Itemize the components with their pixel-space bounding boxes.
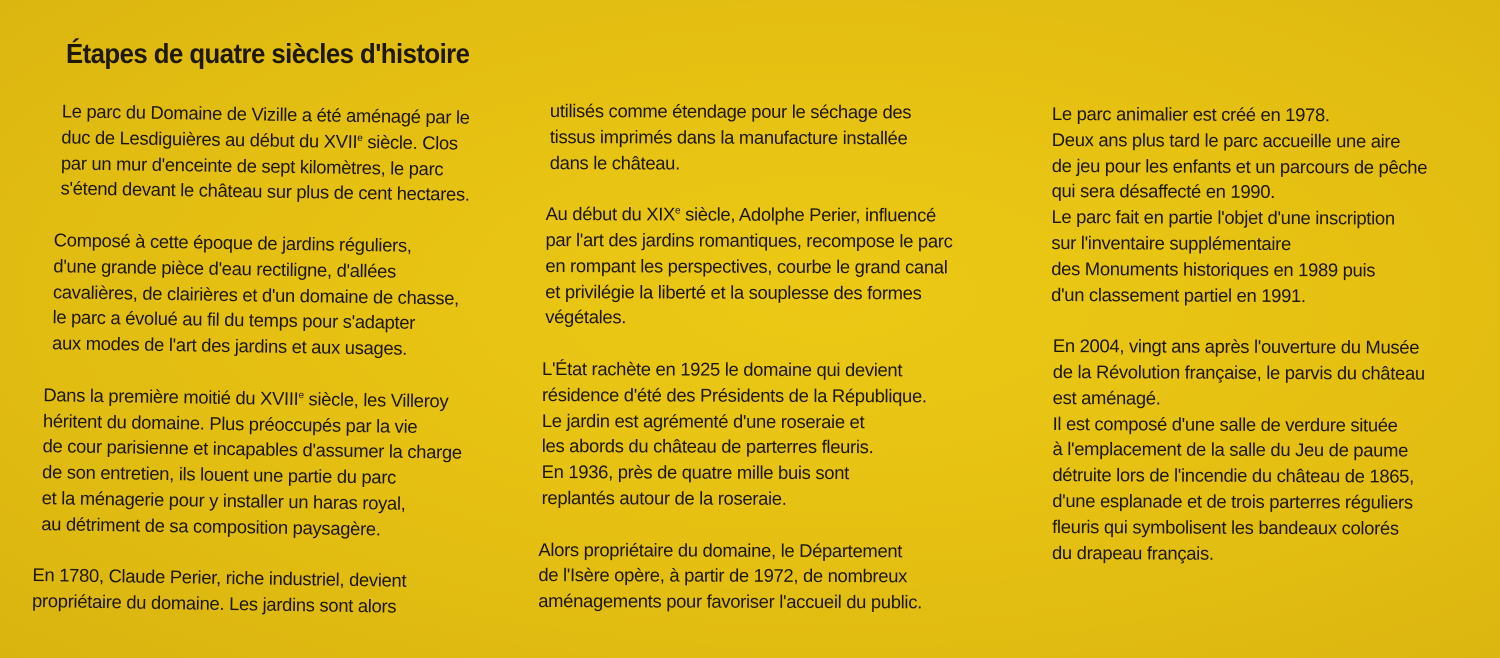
text-line: s'étend devant le château sur plus de cent hectares. <box>60 177 470 206</box>
text-line: utilisés comme étendage pour le séchage des <box>549 100 912 123</box>
text-line: Le jardin est agrémenté d'une roseraie et <box>541 409 865 432</box>
text-line: Le parc fait en partie l'objet d'une inscription <box>1051 206 1395 229</box>
text-line: cavalières, de clairières et d'un domaine de chasse, <box>52 280 460 309</box>
text-line: qui sera désaffecté en 1990. <box>1051 180 1276 203</box>
text-line: et privilégie la liberté et la souplesse des formes <box>545 280 922 303</box>
paragraph <box>32 562 513 621</box>
text-line: à l'emplacement de la salle du Jeu de paume <box>1052 438 1409 461</box>
text-line: par l'art des jardins romantiques, recompose le parc <box>545 229 953 252</box>
text-line: de la Révolution française, le parvis du château <box>1052 360 1425 384</box>
text-column-2 <box>538 98 1010 641</box>
paragraph <box>1051 101 1482 309</box>
text-line: Deux ans plus tard le parc accueille une aire <box>1051 128 1401 152</box>
text-line: Alors propriétaire du domaine, le Département <box>538 538 903 561</box>
text-line: Le parc du Domaine de Vizille a été aménagé par le <box>61 100 470 128</box>
text-line: En 1780, Claude Perier, riche industriel, devient <box>32 564 407 592</box>
text-line: est aménagé. <box>1052 386 1161 409</box>
text-line: de son entretien, ils louent une partie du parc <box>41 461 397 488</box>
text-line: Composé à cette époque de jardins réguliers, <box>53 229 412 256</box>
text-line: de cour parisienne et incapables d'assumer la charge <box>42 435 462 464</box>
text-line: d'une esplanade et de trois parterres réguliers <box>1052 489 1413 513</box>
text-line: des Monuments historiques en 1989 puis <box>1051 257 1376 281</box>
text-line: Il est composé d'une salle de verdure située <box>1052 412 1398 436</box>
text-line: aménagements pour favoriser l'accueil du public. <box>538 590 922 613</box>
text-line: détruite lors de l'incendie du château de 1865, <box>1052 464 1415 487</box>
paragraph <box>33 382 515 544</box>
paragraph <box>38 98 520 209</box>
paragraph <box>539 201 1009 332</box>
text-line: les abords du château de parterres fleuris. <box>541 435 874 458</box>
text-column-3 <box>1050 101 1482 593</box>
text-line: et la ménagerie pour y installer un haras royal, <box>41 487 406 514</box>
paragraph <box>36 227 518 364</box>
text-line: duc de Lesdiguières au début du XVIIe siècle. Clos <box>61 126 458 154</box>
paragraph <box>538 537 1008 616</box>
text-line: d'un classement partiel en 1991. <box>1051 283 1306 306</box>
text-line: tissus imprimés dans la manufacture installée <box>549 125 908 149</box>
text-line: En 1936, près de quatre mille buis sont <box>541 461 849 484</box>
text-line: résidence d'été des Présidents de la République. <box>541 383 927 407</box>
text-line: par un mur d'enceinte de sept kilomètres, le parc <box>60 151 444 179</box>
text-line: L'État rachète en 1925 le domaine qui devient <box>542 357 903 381</box>
text-line: le parc a évolué au fil du temps pour s'adapter <box>52 306 416 334</box>
text-line: de jeu pour les enfants et un parcours de pêche <box>1051 154 1428 178</box>
text-column-1 <box>31 98 519 647</box>
text-line: du drapeau français. <box>1051 541 1214 564</box>
text-line: sur l'inventaire supplémentaire <box>1051 231 1291 255</box>
text-line: en rompant les perspectives, courbe le grand canal <box>545 254 948 278</box>
text-line: fleuris qui symbolisent les bandeaux colorés <box>1052 515 1399 539</box>
text-line: aux modes de l'art des jardins et aux usages. <box>51 332 408 359</box>
text-line: d'une grande pièce d'eau rectiligne, d'allées <box>53 255 397 282</box>
paragraph <box>540 98 1010 177</box>
text-line: Au début du XIXe siècle, Adolphe Perier, influencé <box>545 203 936 226</box>
text-line: dans le château. <box>549 151 680 174</box>
text-line: héritent du domaine. Plus préoccupés par la vie <box>42 409 418 437</box>
text-line: En 2004, vingt ans après l'ouverture du Musée <box>1052 335 1420 358</box>
text-line: végétales. <box>545 306 627 328</box>
paragraph <box>539 356 1010 512</box>
text-line: Le parc animalier est créé en 1978. <box>1051 102 1330 126</box>
text-line: Dans la première moitié du XVIIIe siècle, les Villeroy <box>43 383 449 412</box>
text-line: au détriment de sa composition paysagère. <box>41 512 381 540</box>
text-line: de l'Isère opère, à partir de 1972, de nombreux <box>538 564 908 587</box>
text-line: propriétaire du domaine. Les jardins sont alors <box>31 590 397 617</box>
text-line: replantés autour de la roseraie. <box>541 486 787 509</box>
paragraph <box>1050 333 1481 567</box>
page-title: Étapes de quatre siècles d'histoire <box>66 38 470 69</box>
